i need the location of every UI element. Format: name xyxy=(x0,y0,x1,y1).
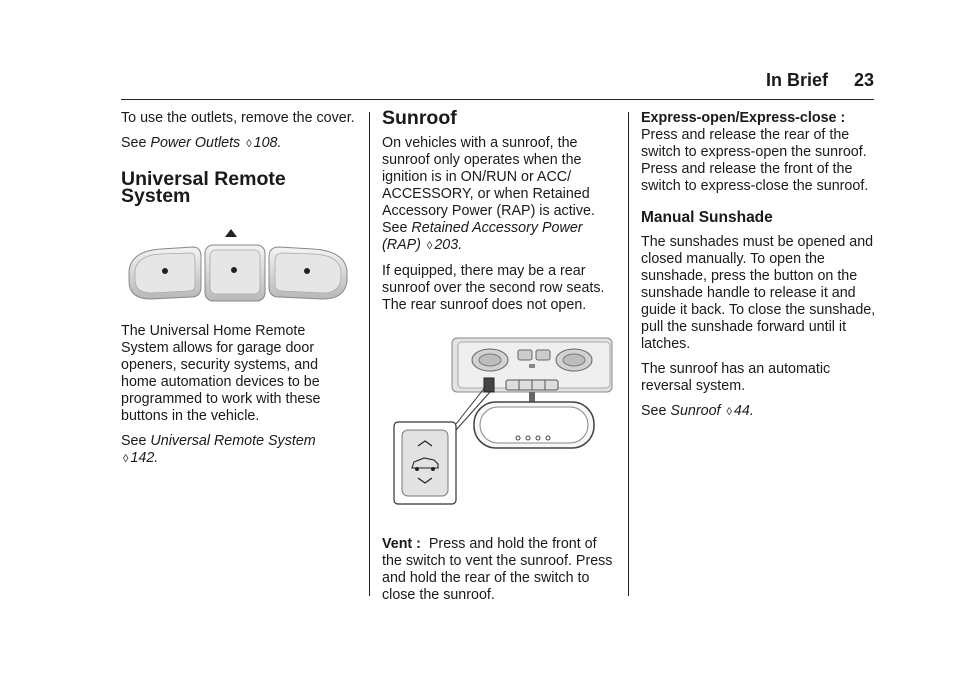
vent-text: Vent : Press and hold the front of the switch to vent the sunroof. Press and hold the rear of the switch to close the sunroof. xyxy=(382,536,613,603)
rear-sunroof-text: If equipped, there may be a rear sunroof over the second row seats. The rear sunroof does not open. xyxy=(382,263,605,313)
see-universal-remote: See Universal Remote System ◊ 142. xyxy=(121,433,316,466)
universal-remote-link[interactable]: Universal Remote System xyxy=(150,433,316,449)
vent-label: Vent : xyxy=(382,536,421,552)
sunroof-intro: On vehicles with a sunroof, the sunroof only operates when the ignition is in ON/RUN or ACC/ ACCESSORY, or when Retained Accessory Power (RAP) is active. See Retained Accessory Power (RAP) ◊ 203. xyxy=(382,135,595,253)
page-ref-icon: ◊ xyxy=(426,240,433,252)
universal-remote-page[interactable]: 142 xyxy=(130,450,155,466)
express-label: Express-open/Express-close : xyxy=(641,110,846,126)
see-sunroof: See Sunroof ◊ 44. xyxy=(641,403,754,419)
header-rule xyxy=(121,99,874,100)
page-header xyxy=(0,70,874,94)
page-ref-icon: ◊ xyxy=(123,453,129,465)
outlets-text: To use the outlets, remove the cover. xyxy=(121,110,355,126)
column-divider-1 xyxy=(369,112,370,596)
column-3 xyxy=(641,110,877,429)
universal-remote-heading: Universal Remote System xyxy=(121,168,286,207)
column-1 xyxy=(121,110,356,476)
sunroof-console-icon xyxy=(382,330,618,526)
rap-page[interactable]: 203 xyxy=(434,237,459,253)
see-power-outlets: See Power Outlets ◊ 108. xyxy=(121,135,282,151)
page-number: 23 xyxy=(853,70,874,90)
page-ref-icon: ◊ xyxy=(246,138,252,150)
sunroof-switch-illustration xyxy=(382,330,618,536)
remote-buttons-icon xyxy=(121,223,353,315)
sunshade-text: The sunshades must be opened and closed manually. To open the sunshade, press the button on the sunshade handle to release it and guide it back. To close the sunshade, pull the sunshade forward until it latches. xyxy=(641,234,876,352)
section-title: In Brief xyxy=(765,70,828,90)
sunroof-link[interactable]: Sunroof xyxy=(670,403,721,419)
page-ref-icon: ◊ xyxy=(726,406,732,418)
rap-link[interactable]: Retained Accessory Power (RAP) xyxy=(382,220,583,253)
power-outlets-page[interactable]: 108 xyxy=(253,135,278,151)
power-outlets-link[interactable]: Power Outlets xyxy=(150,135,241,151)
remote-buttons-illustration xyxy=(121,223,356,323)
sunroof-page[interactable]: 44 xyxy=(733,403,750,419)
reversal-text: The sunroof has an automatic reversal system. xyxy=(641,361,831,394)
column-2 xyxy=(382,107,618,612)
column-divider-2 xyxy=(628,112,629,596)
manual-sunshade-heading: Manual Sunshade xyxy=(641,209,773,226)
sunroof-heading: Sunroof xyxy=(382,107,457,129)
universal-remote-text: The Universal Home Remote System allows for garage door openers, security systems, and home automation devices to be programmed to work with these buttons in the vehicle. xyxy=(121,323,321,424)
express-text: Express-open/Express-close : Press and release the rear of the switch to express-open the sunroof. Press and release the front of the switch to express-close the sunroof. xyxy=(641,110,869,194)
